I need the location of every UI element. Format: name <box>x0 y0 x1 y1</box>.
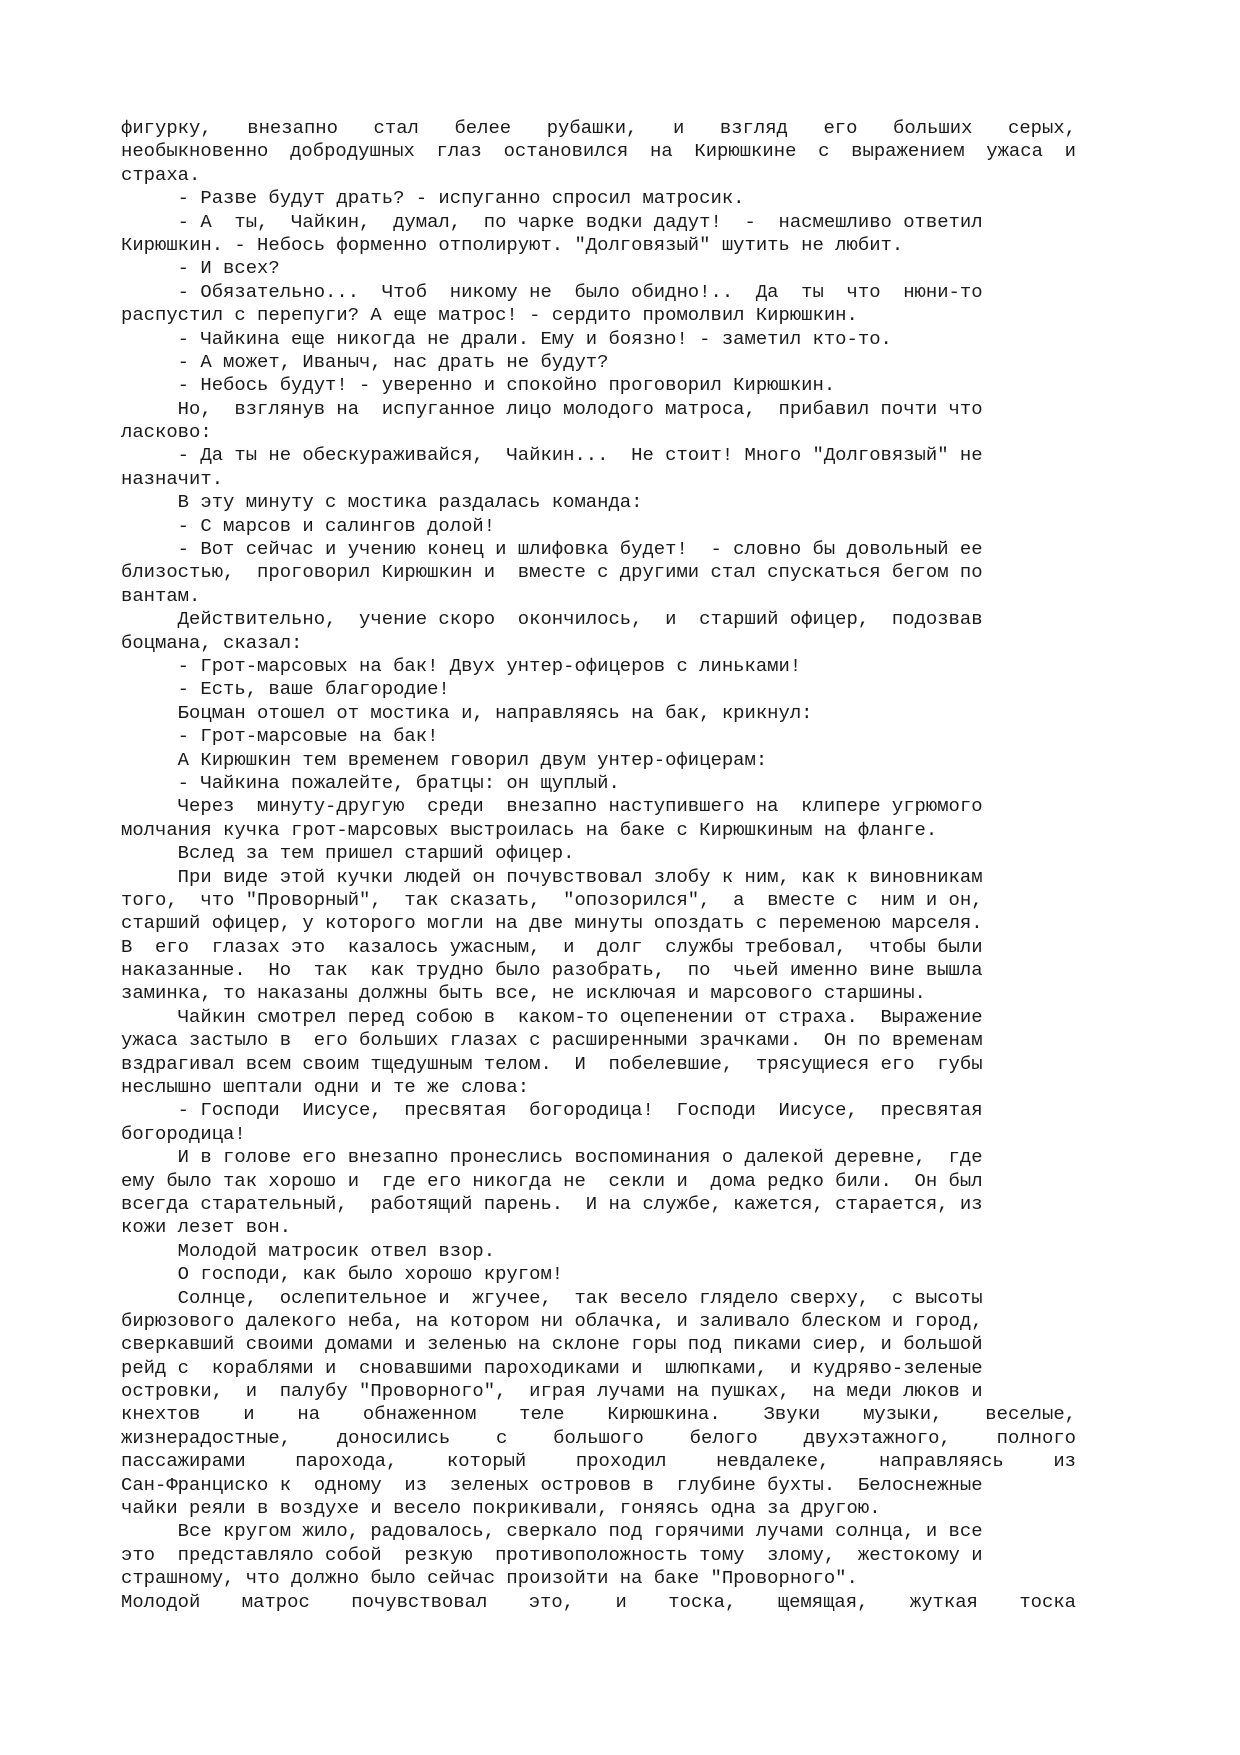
text-line: неслышно шептали одни и те же слова: <box>121 1076 530 1099</box>
text-line: Молодой матрос почувствовал это, и тоска, щемящая, жуткая тоска <box>121 1590 1076 1613</box>
text-line: - Чайкина еще никогда не драли. Ему и боязно! - заметил кто-то. <box>121 327 892 350</box>
text-line: назначит. <box>121 467 224 490</box>
text-line: ужаса застыло в его больших глазах с расширенными зрачками. Он по временам <box>121 1029 983 1052</box>
text-line: Через минуту-другую среди внезапно наступившего на клипере угрюмого <box>121 795 983 818</box>
text-line: молчания кучка грот-марсовых выстроилась на баке с Кирюшкиным на фланге. <box>121 818 938 841</box>
text-line: О господи, как было хорошо кругом! <box>121 1263 564 1286</box>
text-line: - Да ты не обескураживайся, Чайкин... Не стоит! Много "Долговязый" не <box>121 444 983 467</box>
text-line: - Есть, ваше благородие! <box>121 678 450 701</box>
text-line: Чайкин смотрел перед собою в каком-то оцепенении от страха. Выражение <box>121 1005 983 1028</box>
text-line: рейд с кораблями и сновавшими пароходиками и шлюпками, и кудряво-зеленые <box>121 1356 983 1379</box>
text-line: При виде этой кучки людей он почувствовал злобу к ним, как к виновникам <box>121 865 983 888</box>
text-line: распустил с перепуги? А еще матрос! - сердито промолвил Кирюшкин. <box>121 304 858 327</box>
text-line: бирюзового далекого неба, на котором ни облачка, и заливало блеском и город, <box>121 1309 983 1332</box>
text-line: - Вот сейчас и учению конец и шлифовка будет! - словно бы довольный ее <box>121 538 983 561</box>
text-line: заминка, то наказаны должны быть все, не исключая и марсового старшины. <box>121 982 926 1005</box>
text-line: страха. <box>121 163 201 186</box>
text-line: Сан-Франциско к одному из зеленых островов в глубине бухты. Белоснежные <box>121 1473 983 1496</box>
text-line: страшному, что должно было сейчас произойти на баке "Проворного". <box>121 1567 858 1590</box>
text-line: - А ты, Чайкин, думал, по чарке водки дадут! - насмешливо ответил <box>121 210 983 233</box>
text-line: - И всех? <box>121 257 280 280</box>
text-line: Действительно, учение скоро окончилось, и старший офицер, подозвав <box>121 608 983 631</box>
text-line: ласково: <box>121 421 212 444</box>
text-line: фигурку, внезапно стал белее рубашки, и взгляд его больших серых, <box>121 117 1076 139</box>
text-line: того, что "Проворный", так сказать, "опозорился", а вместе с ним и он, <box>121 888 983 911</box>
text-line: боцмана, сказал: <box>121 631 303 654</box>
document-page <box>121 117 1076 1614</box>
text-line: Но, взглянув на испуганное лицо молодого матроса, прибавил почти что <box>121 397 983 420</box>
text-line: вантам. <box>121 584 201 607</box>
text-line: - Разве будут драть? - испуганно спросил матросик. <box>121 187 745 210</box>
text-line: В эту минуту с мостика раздалась команда: <box>121 491 643 514</box>
text-line: - А может, Иваныч, нас драть не будут? <box>121 350 609 373</box>
text-line: кожи лезет вон. <box>121 1216 292 1239</box>
text-line: И в голове его внезапно пронеслись воспоминания о далекой деревне, где <box>121 1146 983 1169</box>
text-line: Боцман отошел от мостика и, направляясь на бак, крикнул: <box>121 701 813 724</box>
text-line: Все кругом жило, радовалось, сверкало под горячими лучами солнца, и все <box>121 1520 983 1543</box>
text-line: Вслед за тем пришел старший офицер. <box>121 842 575 865</box>
text-line: вздрагивал всем своим тщедушным телом. И побелевшие, трясущиеся его губы <box>121 1052 983 1075</box>
text-line: - Небось будут! - уверенно и спокойно проговорил Кирюшкин. <box>121 374 836 397</box>
text-line: В его глазах это казалось ужасным, и долг службы требовал, чтобы были <box>121 935 983 958</box>
text-line: - Чайкина пожалейте, братцы: он щуплый. <box>121 771 620 794</box>
text-line: наказанные. Но так как трудно было разобрать, по чьей именно вине вышла <box>121 959 983 982</box>
text-line: островки, и палубу "Проворного", играя лучами на пушках, на меди люков и <box>121 1380 983 1403</box>
text-line: Молодой матросик отвел взор. <box>121 1239 496 1262</box>
text-line: жизнерадостные, доносились с большого белого двухэтажного, полного <box>121 1426 1076 1449</box>
text-line: всегда старательный, работящий парень. И на службе, кажется, старается, из <box>121 1192 983 1215</box>
text-line: Солнце, ослепительное и жгучее, так весело глядело сверху, с высоты <box>121 1286 983 1309</box>
text-line: близостью, проговорил Кирюшкин и вместе с другими стал спускаться бегом по <box>121 561 983 584</box>
text-line: чайки реяли в воздухе и весело покрикивали, гоняясь одна за другою. <box>121 1497 881 1520</box>
text-line: ему было так хорошо и где его никогда не секли и дома редко били. Он был <box>121 1169 983 1192</box>
text-line: это представляло собой резкую противоположность тому злому, жестокому и <box>121 1543 983 1566</box>
text-line: богородица! <box>121 1122 246 1145</box>
text-line: старший офицер, у которого могли на две минуты опоздать с переменою марселя. <box>121 912 983 935</box>
text-line: сверкавший своими домами и зеленью на склоне горы под пиками сиер, и большой <box>121 1333 983 1356</box>
text-line: кнехтов и на обнаженном теле Кирюшкина. Звуки музыки, веселые, <box>121 1403 1076 1426</box>
text-line: - Грот-марсовых на бак! Двух унтер-офицеров с линьками! <box>121 654 802 677</box>
text-line: пассажирами парохода, который проходил невдалеке, направляясь из <box>121 1450 1076 1473</box>
text-line: А Кирюшкин тем временем говорил двум унтер-офицерам: <box>121 748 768 771</box>
text-line: - Обязательно... Чтоб никому не было обидно!.. Да ты что нюни-то <box>121 280 983 303</box>
text-line: - Господи Иисусе, пресвятая богородица! Господи Иисусе, пресвятая <box>121 1099 983 1122</box>
text-line: Кирюшкин. - Небось форменно отполируют. "Долговязый" шутить не любит. <box>121 233 904 256</box>
text-line: - С марсов и салингов долой! <box>121 514 496 537</box>
text-line: необыкновенно добродушных глаз остановился на Кирюшкине с выражением ужаса и <box>121 140 1076 163</box>
text-line: - Грот-марсовые на бак! <box>121 725 439 748</box>
